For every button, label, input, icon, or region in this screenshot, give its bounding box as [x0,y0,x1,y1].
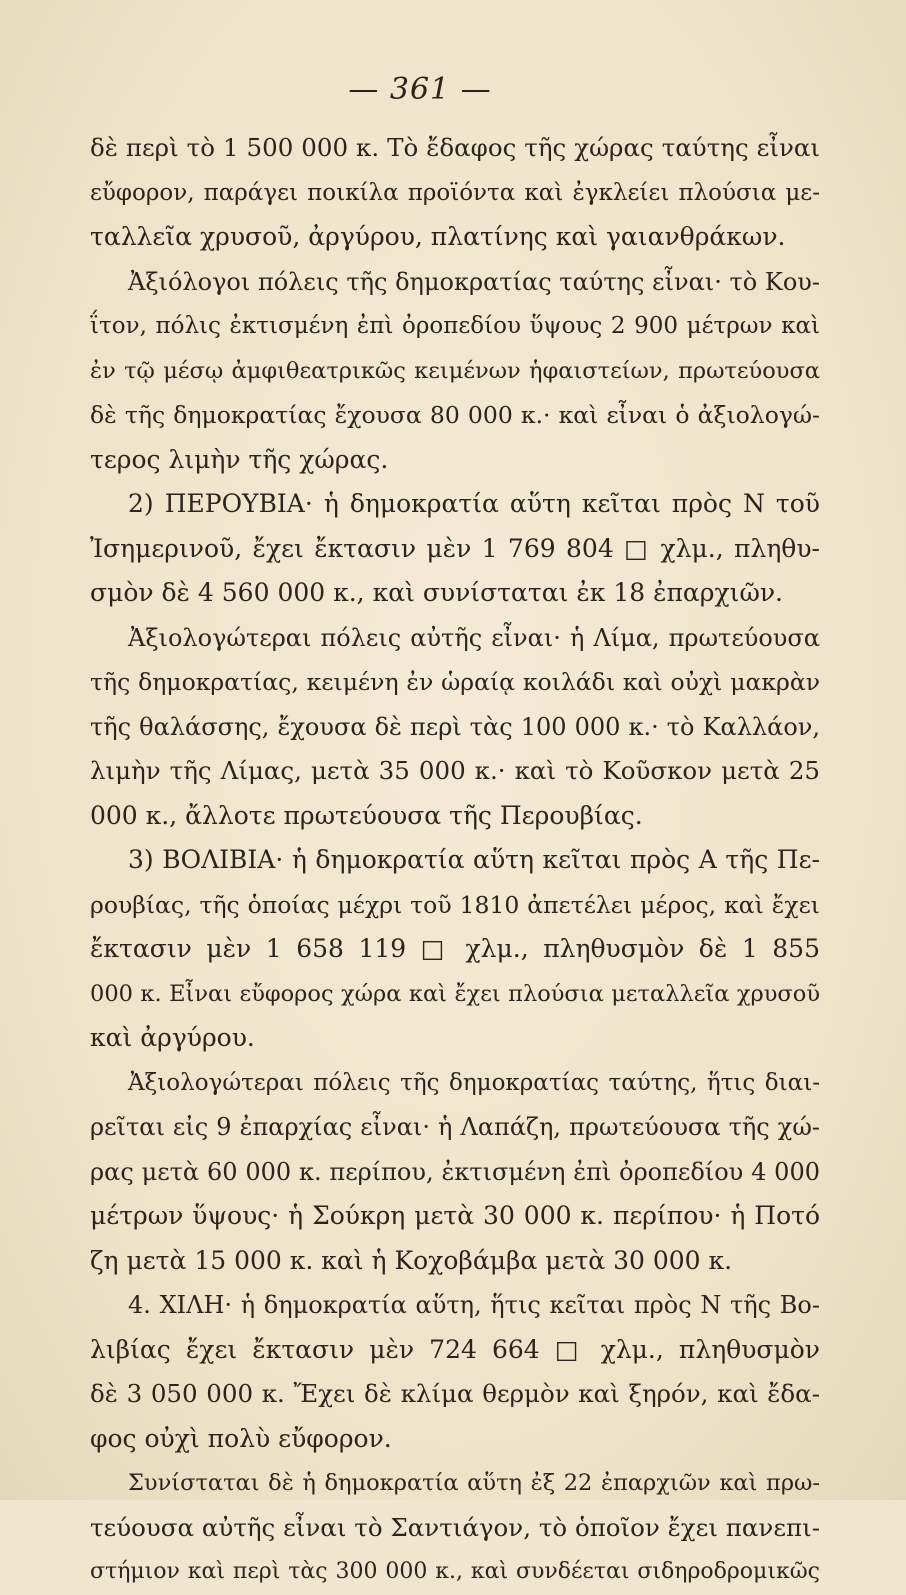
text-line: 4. ΧΙΛΗ· ἡ δημοκρατία αὕτη, ἥτις κεῖται πρὸς Ν τῆς Βο- [128,1291,820,1319]
text-line: καὶ ἀργύρου. [90,1023,255,1052]
text-line: τῆς δημοκρατίας, κειμένη ἐν ὡραίᾳ κοιλάδι καὶ οὐχὶ μακρὰν [90,668,820,696]
text-line: σμὸν δὲ 4 560 000 κ., καὶ συνίσταται ἐκ 18 ἐπαρχιῶν. [90,578,783,607]
text-line: ταλλεῖα χρυσοῦ, ἀργύρου, πλατίνης καὶ γαιανθράκων. [90,222,786,251]
text-line: λιμὴν τῆς Λίμας, μετὰ 35 000 κ.· καὶ τὸ Κοῦσκον μετὰ 25 [90,756,820,785]
text-line: δὲ περὶ τὸ 1 500 000 κ. Τὸ ἔδαφος τῆς χώρας ταύτης εἶναι [90,133,820,162]
text-line: τῆς θαλάσσης, ἔχουσα δὲ περὶ τὰς 100 000 κ.· τὸ Καλλάον, [90,712,820,741]
text-line: λιβίας ἔχει ἔκτασιν μὲν 724 664 □ χλμ., πληθυσμὸν [90,1334,820,1364]
text-line: ζη μετὰ 15 000 κ. καὶ ἡ Κοχοβάμβα μετὰ 30 000 κ. [90,1245,733,1275]
page-body-text [90,126,820,1595]
text-line: Συνίσταται δὲ ἡ δημοκρατία αὕτη ἐξ 22 ἐπαρχιῶν καὶ πρω- [128,1470,820,1496]
text-line: Ἀξιολογώτεραι πόλεις τῆς δημοκρατίας ταύτης, ἥτις διαι- [128,1069,820,1096]
text-line: στήμιον καὶ περὶ τὰς 300 000 κ., καὶ συνδέεται σιδηροδρομικῶς [90,1559,820,1584]
text-line: μέτρων ὕψους· ἡ Σούκρη μετὰ 30 000 κ. περίπου· ἡ Ποτό [90,1201,820,1230]
text-line: Ἀξιόλογοι πόλεις τῆς δημοκρατίας ταύτης εἶναι· τὸ Κου- [128,267,820,296]
text-line: ρουβίας, τῆς ὁποίας μέχρι τοῦ 1810 ἀπετέλει μέρος, καὶ ἔχει [90,890,820,919]
text-line: ἐν τῷ μέσῳ ἀμφιθεατρικῶς κειμένων ἡφαιστείων, πρωτεύουσα [90,357,820,384]
text-line: ρεῖται εἰς 9 ἐπαρχίας εἶναι· ἡ Λαπάζη, πρωτεύουσα τῆς χώ- [90,1113,820,1141]
text-line: δὲ 3 050 000 κ. Ἔχει δὲ κλίμα θερμὸν καὶ ξηρόν, καὶ ἔδα- [90,1379,820,1408]
text-line: ΐτον, πόλις ἐκτισμένη ἐπὶ ὀροπεδίου ὕψους 2 900 μέτρων καὶ [90,313,820,339]
page-number: — 361 — [348,72,492,107]
text-line: Ἀξιολογώτεραι πόλεις αὐτῆς εἶναι· ἡ Λίμα, πρωτεύουσα [128,623,820,652]
text-line: φος οὐχὶ πολὺ εὔφορον. [90,1423,392,1453]
text-line: δὲ τῆς δημοκρατίας ἔχουσα 80 000 κ.· καὶ εἶναι ὁ ἀξιολογώ- [90,401,820,429]
text-line: τερος λιμὴν τῆς χώρας. [90,444,389,474]
text-line: 3) ΒΟΛΙΒΙΑ· ἡ δημοκρατία αὕτη κεῖται πρὸς Α τῆς Πε- [128,845,820,874]
text-line: 000 κ. Εἶναι εὔφορος χώρα καὶ ἔχει πλούσια μεταλλεῖα χρυσοῦ [90,980,820,1007]
text-line: τεύουσα αὐτῆς εἶναι τὸ Σαντιάγον, τὸ ὁποῖον ἔχει πανεπι- [90,1512,820,1542]
text-line: 2) ΠΕΡΟΥΒΙΑ· ἡ δημοκρατία αὕτη κεῖται πρὸς Ν τοῦ [128,489,820,518]
text-line: εὔφορον, παράγει ποικίλα προϊόντα καὶ ἐγκλείει πλούσια με- [90,179,820,206]
text-line: 000 κ., ἄλλοτε πρωτεύουσα τῆς Περουβίας. [90,800,643,830]
text-line: ἔκτασιν μὲν 1 658 119 □ χλμ., πληθυσμὸν δὲ 1 855 [90,934,820,963]
text-line: ρας μετὰ 60 000 κ. περίπου, ἐκτισμένη ἐπὶ ὀροπεδίου 4 000 [90,1157,820,1186]
text-line: Ἰσημερινοῦ, ἔχει ἔκτασιν μὲν 1 769 804 □ χλμ., πληθυ- [90,533,820,563]
